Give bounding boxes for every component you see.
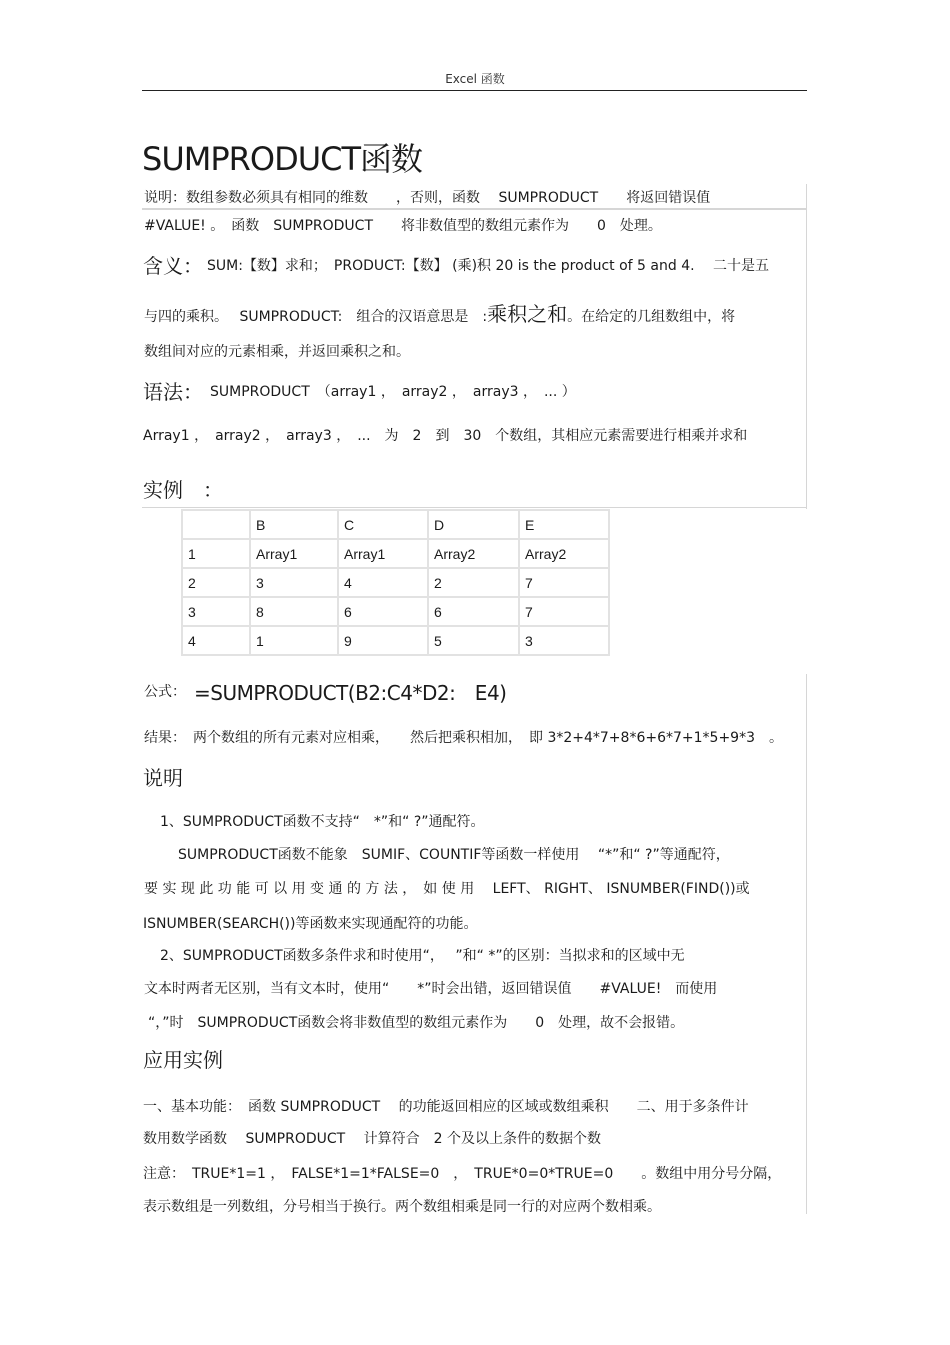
table-cell: 6 [338, 597, 428, 626]
table-cell: 3 [250, 568, 338, 597]
page-header: Excel 函数 [445, 72, 505, 86]
syntax-text: SUMPRODUCT （array1 ， array2 ， array3 ， ... ） [210, 384, 576, 400]
table-cell: 4 [182, 626, 250, 655]
table-row [182, 626, 609, 655]
table-cell: Array2 [428, 539, 519, 568]
explain-p2c: ISNUMBER(SEARCH())等函数来实现通配符的功能。 [143, 916, 478, 932]
table-cell: B [250, 510, 338, 539]
explain-p3b: 文本时两者无区别，当有文本时，使用“ *”时会出错，返回错误值 #VALUE! 而使用 [144, 981, 718, 997]
table-row [182, 597, 609, 626]
table-row [182, 568, 609, 597]
explain-label: 说明 [143, 766, 183, 790]
meaning-line-2 [144, 298, 735, 327]
note-line-1: 说明：数组参数必须具有相同的维数 ，否则，函数 SUMPRODUCT 将返回错误值 [144, 190, 711, 206]
table-cell: 2 [428, 568, 519, 597]
meaning-label: 含义： [143, 254, 203, 278]
table-cell: 8 [250, 597, 338, 626]
example-table [181, 509, 610, 656]
table-cell: 7 [519, 597, 609, 626]
table-cell: 3 [519, 626, 609, 655]
table-cell: Array2 [519, 539, 609, 568]
application-p2a: 注意： TRUE*1=1 ， FALSE*1=1*FALSE=0 ， TRUE*0=0*TRUE=0 。数组中用分号分隔， [143, 1166, 782, 1182]
table-cell: 7 [519, 568, 609, 597]
page-title: SUMPRODUCT函数 [142, 140, 423, 178]
table-cell: 6 [428, 597, 519, 626]
syntax-label: 语法： [143, 380, 203, 404]
formula-text: =SUMPRODUCT(B2:C4*D2: E4) [194, 681, 507, 705]
table-cell: Array1 [250, 539, 338, 568]
explain-p2b: 要 实 现 此 功 能 可 以 用 变 通 的 方 法 ， 如 使 用 LEFT、 RIGHT、 ISNUMBER(FIND())或 [144, 881, 750, 897]
result-text: 结果： 两个数组的所有元素对应相乘， 然后把乘积相加， 即 3*2+4*7+8*6+6*7+1*5+9*3 。 [144, 730, 783, 746]
frame-line-right-1 [806, 184, 807, 509]
meaning-emphasis: 乘积之和 [487, 302, 568, 326]
application-label: 应用实例 [143, 1048, 223, 1072]
table-cell [182, 510, 250, 539]
explain-p2a: SUMPRODUCT函数不能象 SUMIF、COUNTIF等函数一样使用 “*”和“ ?”等通配符， [178, 847, 730, 863]
table-cell: D [428, 510, 519, 539]
note-line-2: #VALUE! 。 函数 SUMPRODUCT 将非数值型的数组元素作为 0 处理。 [144, 218, 662, 234]
meaning-line-2c: 。在给定的几组数组中，将 [567, 309, 736, 325]
table-cell: Array1 [338, 539, 428, 568]
table-cell: 1 [250, 626, 338, 655]
application-p1a: 一、基本功能： 函数 SUMPRODUCT 的功能返回相应的区域或数组乘积 二、用于多条件计 [143, 1099, 749, 1115]
explain-p3c: “，”时 SUMPRODUCT函数会将非数值型的数组元素作为 0 处理，故不会报错。 [148, 1015, 685, 1031]
table-cell: E [519, 510, 609, 539]
explain-p1: 1、SUMPRODUCT函数不支持“ *”和“ ?”通配符。 [160, 814, 485, 830]
table-row [182, 539, 609, 568]
application-p2b: 表示数组是一列数组，分号相当于换行。两个数组相乘是同一行的对应两个数相乘。 [143, 1199, 661, 1215]
table-cell: 3 [182, 597, 250, 626]
application-p1b: 数用数学函数 SUMPRODUCT 计算符合 2 个及以上条件的数据个数 [143, 1131, 602, 1147]
frame-line-top [142, 208, 807, 210]
table-cell: 4 [338, 568, 428, 597]
explain-p3a: 2、SUMPRODUCT函数多条件求和时使用“， ”和“ *”的区别：当拟求和的区域中无 [160, 948, 685, 964]
table-cell: 5 [428, 626, 519, 655]
table-cell: C [338, 510, 428, 539]
frame-line-right-2 [806, 674, 807, 1214]
meaning-line-3: 数组间对应的元素相乘，并返回乘积之和。 [144, 344, 410, 360]
meaning-line-2a: 与四的乘积。 SUMPRODUCT: 组合的汉语意思是 : [144, 309, 488, 325]
example-label: 实例 ： [143, 478, 223, 502]
meaning-line-1: SUM:【数】求和； PRODUCT:【数】 (乘)积 20 is the product of 5 and 4. 二十是五 [207, 258, 769, 274]
formula-label: 公式： [144, 684, 186, 700]
table-cell: 1 [182, 539, 250, 568]
table-cell: 2 [182, 568, 250, 597]
frame-line-bottom-1 [142, 507, 807, 508]
syntax-description: Array1 ， array2 ， array3 ， ... 为 2 到 30 个数组，其相应元素需要进行相乘并求和 [143, 428, 748, 444]
table-cell: 9 [338, 626, 428, 655]
header-rule [142, 90, 807, 91]
table-row [182, 510, 609, 539]
